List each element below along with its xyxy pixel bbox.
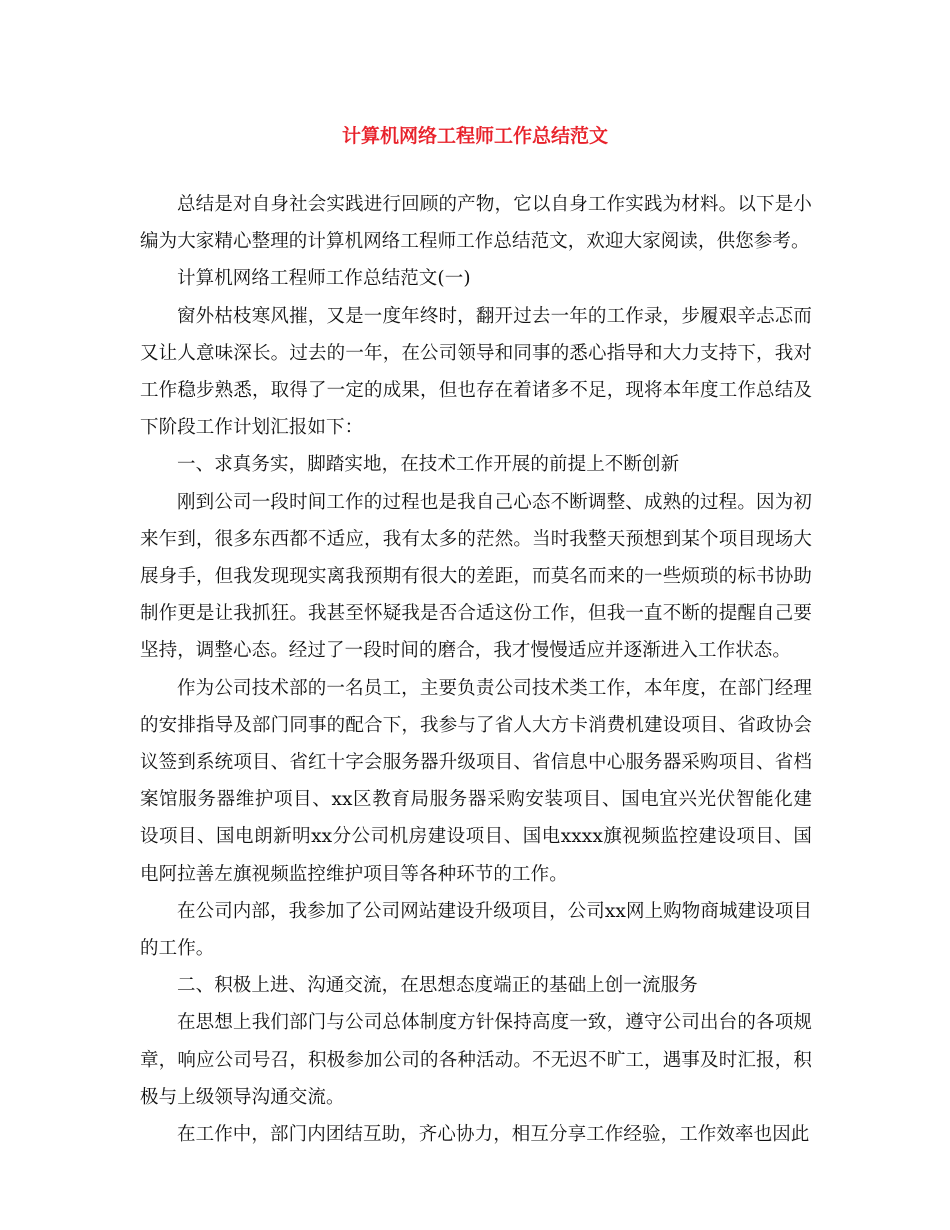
paragraph-teamwork: 在工作中，部门内团结互助，齐心协力，相互分享工作经验，工作效率也因此 (177, 1124, 810, 1146)
paragraph-opening: 窗外枯枝寒风摧，又是一度年终时，翻开过去一年的工作录，步履艰辛忐忑而又让人意味深长。过去的一年，在公司领导和同事的悉心指导和大力支持下，我对工作稳步熟悉，取得了一定的成果，但也存在着诸多不足，现将本年度工作总结及下阶段工作计划汇报如下： (140, 305, 812, 439)
section-heading-one: 一、求真务实，脚踏实地，在技术工作开展的前提上不断创新 (177, 454, 680, 476)
paragraph-adjustment: 刚到公司一段时间工作的过程也是我自己心态不断调整、成熟的过程。因为初来乍到，很多东西都不适应，我有太多的茫然。当时我整天预想到某个项目现场大展身手，但我发现现实离我预期有很大的差距，而莫名而来的一些烦琐的标书协助制作更是让我抓狂。我甚至怀疑我是否合适这份工作，但我一直不断的提醒自己要坚持，调整心态。经过了一段时间的磨合，我才慢慢适应并逐渐进入工作状态。 (140, 491, 812, 662)
section-heading-two: 二、积极上进、沟通交流，在思想态度端正的基础上创一流服务 (177, 975, 698, 997)
document-body (140, 186, 812, 1153)
document-title: 计算机网络工程师工作总结范文 (341, 125, 608, 147)
paragraph-attitude: 在思想上我们部门与公司总体制度方针保持高度一致，遵守公司出台的各项规章，响应公司号召，积极参加公司的各种活动。不无迟不旷工，遇事及时汇报，积极与上级领导沟通交流。 (140, 1012, 812, 1108)
section-heading-sample-one: 计算机网络工程师工作总结范文(一) (177, 268, 471, 290)
paragraph-internal: 在公司内部，我参加了公司网站建设升级项目，公司xx网上购物商城建设项目的工作。 (140, 900, 812, 960)
paragraph-projects: 作为公司技术部的一名员工，主要负责公司技术类工作，本年度，在部门经理的安排指导及部门同事的配合下，我参与了省人大方卡消费机建设项目、省政协会议签到系统项目、省红十字会服务器升级项目、省信息中心服务器采购项目、省档案馆服务器维护项目、xx区教育局服务器采购安装项目、国电宜兴光伏智能化建设项目、国电朗新明xx分公司机房建设项目、国电xxxx旗视频监控建设项目、国电阿拉善左旗视频监控维护项目等各种环节的工作。 (140, 677, 812, 885)
paragraph-intro: 总结是对自身社会实践进行回顾的产物，它以自身工作实践为材料。以下是小编为大家精心整理的计算机网络工程师工作总结范文，欢迎大家阅读，供您参考。 (140, 194, 812, 253)
